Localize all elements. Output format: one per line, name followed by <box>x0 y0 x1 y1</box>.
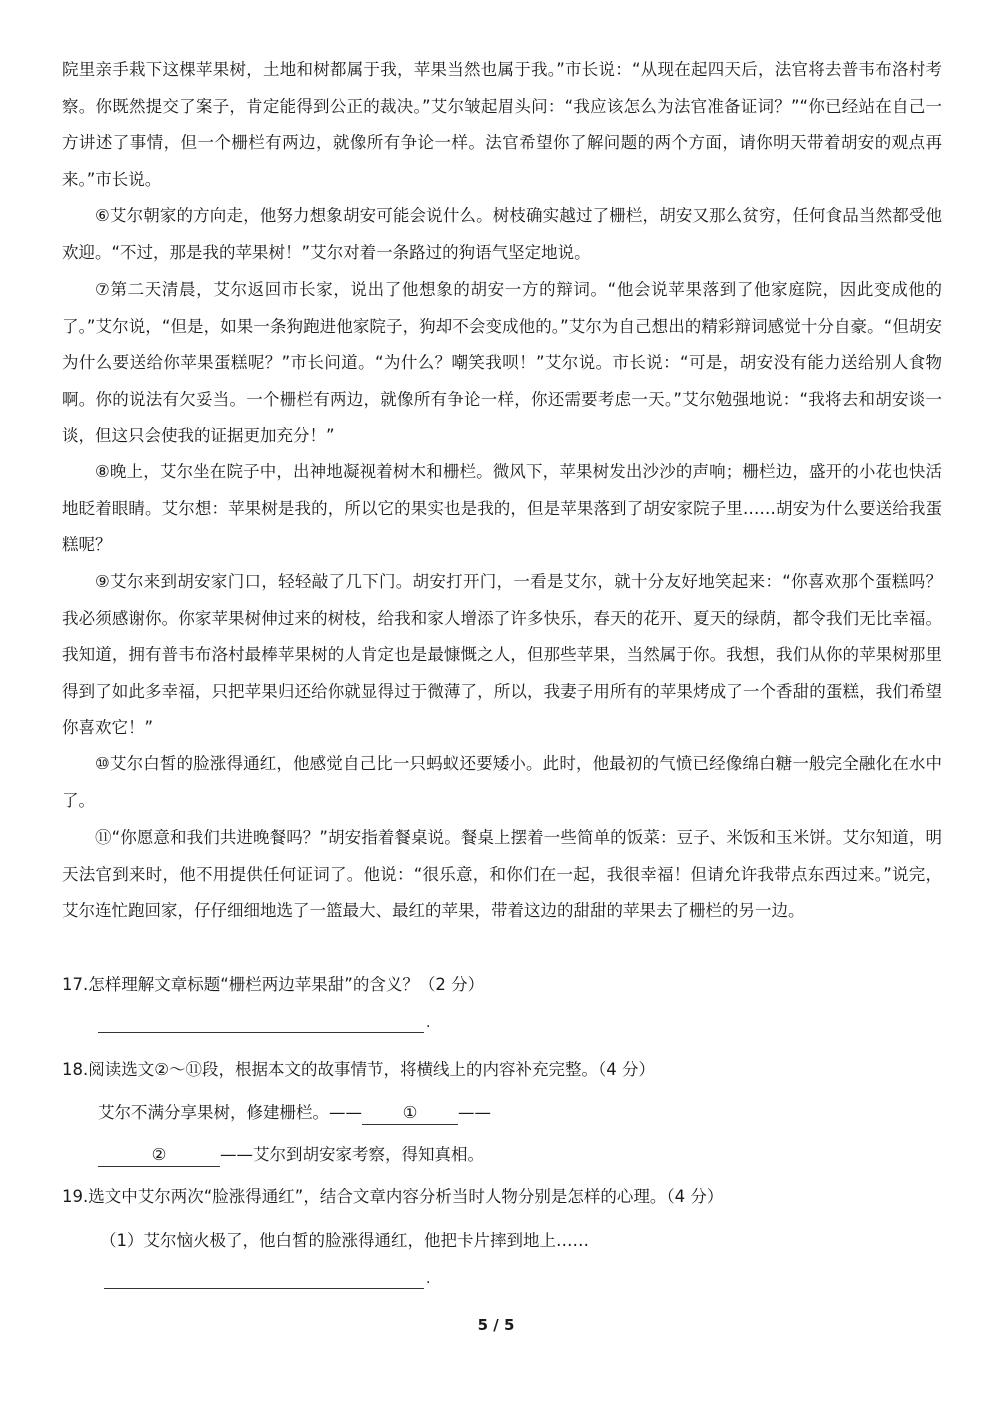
page-number: 5 / 5 <box>477 1316 515 1334</box>
paragraph-7: ⑦第二天清晨，艾尔返回市长家，说出了他想象的胡安一方的辩词。“他会说苹果落到了他家庭院，因此变成他的了。”艾尔说，“但是，如果一条狗跑进他家院子，狗却不会变成他的。”艾尔为自己想出的精彩辩词感觉十分自豪。“但胡安为什么要送给你苹果蛋糕呢？”市长问道。“为什么？嘲笑我呗！”艾尔说。市长说：“可是，胡安没有能力送给别人食物啊。你的说法有欠妥当。一个栅栏有两边，就像所有争论一样，你还需要考虑一天。”艾尔勉强地说：“我将去和胡安谈一谈，但这只会使我的证据更加充分！” <box>62 280 942 445</box>
paragraph-9: ⑨艾尔来到胡安家门口，轻轻敲了几下门。胡安打开门，一看是艾尔，就十分友好地笑起来：“你喜欢那个蛋糕吗？我必须感谢你。你家苹果树伸过来的树枝，给我和家人增添了许多快乐，春天的花开、夏天的绿荫，都令我们无比幸福。我知道，拥有普韦布洛村最棒苹果树的人肯定也是最慷慨之人，但那些苹果，当然属于你。我想，我们从你的苹果树那里得到了如此多幸福，只把苹果归还给你就显得过于微薄了，所以，我妻子用所有的苹果烤成了一个香甜的蛋糕，我们希望你喜欢它！” <box>62 572 942 737</box>
paragraph-5-continued: 院里亲手栽下这棵苹果树，土地和树都属于我，苹果当然也属于我。”市长说：“从现在起四天后，法官将去普韦布洛村考察。你既然提交了案子，肯定能得到公正的裁决。”艾尔皱起眉头问：“我应该怎么为法官准备证词？”“你已经站在自己一方讲述了事情，但一个栅栏有两边，就像所有争论一样。法官希望你了解问题的两个方面，请你明天带着胡安的观点再来。”市长说。 <box>62 60 942 189</box>
question-17: 17.怎样理解文章标题“栅栏两边苹果甜”的含义？（2 分） <box>62 975 485 994</box>
q18-blank-1[interactable]: ① <box>362 1102 458 1125</box>
answer-period-19-1: . <box>426 1271 431 1287</box>
q18-blank-2[interactable]: ② <box>98 1144 220 1167</box>
answer-period-17: . <box>426 1015 431 1031</box>
paragraph-10: ⑩艾尔白皙的脸涨得通红，他感觉自己比一只蚂蚁还要矮小。此时，他最初的气愤已经像绵白糖一般完全融化在水中了。 <box>62 754 942 810</box>
answer-line-17[interactable] <box>98 1032 424 1033</box>
q18-dash: —— <box>458 1103 491 1122</box>
question-19: 19.选文中艾尔两次“脸涨得通红”，结合文章内容分析当时人物分别是怎样的心理。（4 分） <box>62 1187 724 1206</box>
question-18-line-2 <box>98 1140 484 1170</box>
q18-line1-prefix: 艾尔不满分享果树，修建栅栏。—— <box>98 1103 362 1122</box>
q18-line2-suffix: ——艾尔到胡安家考察，得知真相。 <box>220 1145 484 1164</box>
answer-line-19-1[interactable] <box>104 1288 424 1289</box>
paragraph-11: ⑪“你愿意和我们共进晚餐吗？”胡安指着餐桌说。餐桌上摆着一些简单的饭菜：豆子、米饭和玉米饼。艾尔知道，明天法官到来时，他不用提供任何证词了。他说：“很乐意，和你们在一起，我很幸福！但请允许我带点东西过来。”说完，艾尔连忙跑回家，仔仔细细地选了一篮最大、最红的苹果，带着这边的甜甜的苹果去了栅栏的另一边。 <box>62 828 942 920</box>
question-18: 18.阅读选文②～⑪段，根据本文的故事情节，将横线上的内容补充完整。（4 分） <box>62 1060 656 1079</box>
question-18-line-1 <box>98 1098 491 1128</box>
paragraph-8: ⑧晚上，艾尔坐在院子中，出神地凝视着树木和栅栏。微风下，苹果树发出沙沙的声响；栅栏边，盛开的小花也快活地眨着眼睛。艾尔想：苹果树是我的，所以它的果实也是我的，但是苹果落到了胡安家院子里……胡安为什么要送给我蛋糕呢？ <box>62 462 942 554</box>
paragraph-6: ⑥艾尔朝家的方向走，他努力想象胡安可能会说什么。树枝确实越过了栅栏，胡安又那么贫穷，任何食品当然都受他欢迎。“不过，那是我的苹果树！”艾尔对着一条路过的狗语气坚定地说。 <box>62 206 942 262</box>
question-19-sub-1: （1）艾尔恼火极了，他白皙的脸涨得通红，他把卡片摔到地上…… <box>100 1231 589 1250</box>
